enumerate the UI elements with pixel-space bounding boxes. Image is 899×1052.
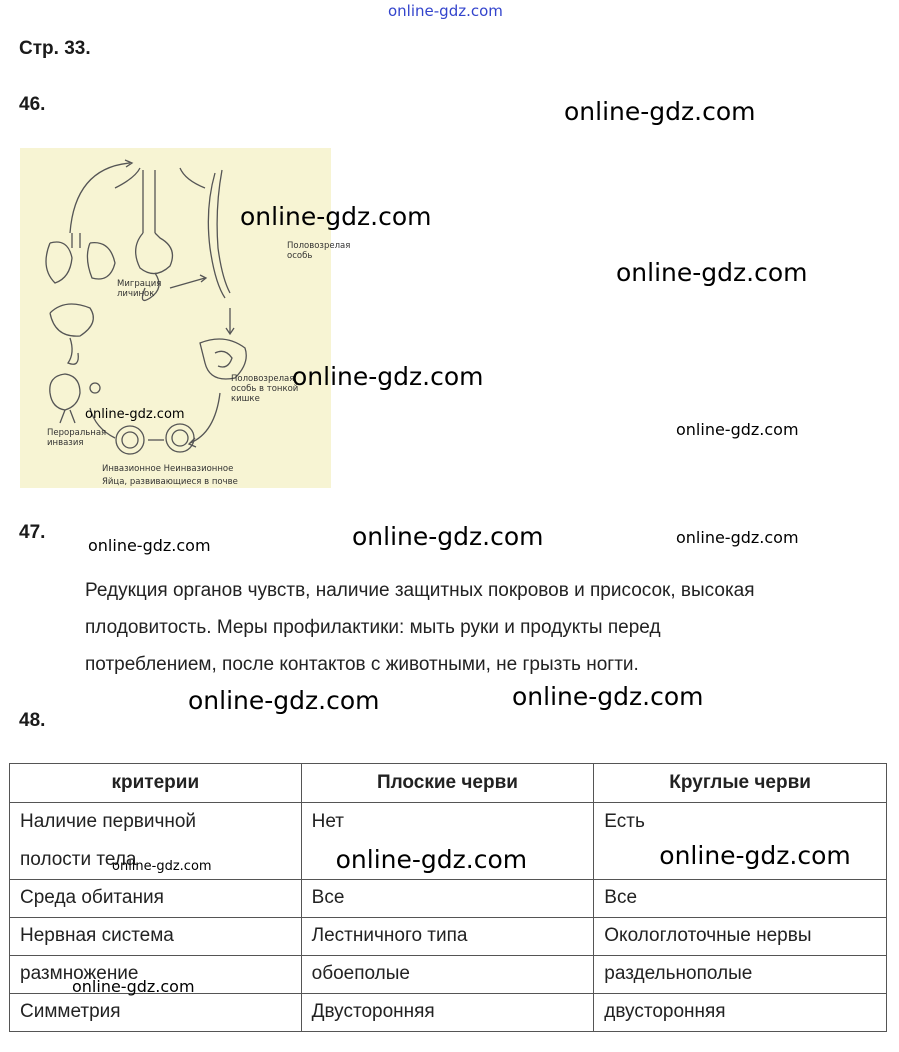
cell-text: Нет <box>311 811 344 832</box>
cell-text: размножение <box>20 963 139 984</box>
column-header: Круглые черви <box>594 764 887 803</box>
label-adult-2: особь <box>287 251 313 261</box>
column-header: Плоские черви <box>301 764 594 803</box>
label-oral-1: Пероральная <box>47 428 107 438</box>
watermark: online-gdz.com <box>240 202 432 231</box>
table-cell: Симметрия <box>10 994 302 1032</box>
watermark: online-gdz.com <box>676 528 799 547</box>
table-cell: Среда обитания <box>10 880 302 918</box>
table-cell <box>301 803 594 880</box>
label-oral-2: инвазия <box>47 438 84 448</box>
table-row <box>10 994 887 1032</box>
task-number-47: 47. <box>19 522 46 543</box>
comparison-table <box>9 763 887 1032</box>
table-row <box>10 956 887 994</box>
watermark: online-gdz.com <box>676 420 799 439</box>
watermark: online-gdz.com <box>85 407 185 422</box>
page-label: Стр. 33. <box>19 38 91 59</box>
label-adult-intestine-2: особь в тонкой <box>231 384 299 394</box>
watermark: online-gdz.com <box>292 362 484 391</box>
table-row <box>10 918 887 956</box>
watermark: online-gdz.com <box>188 686 380 715</box>
answer-47 <box>85 572 875 683</box>
label-eggs-1: Инвазионное Неинвазионное <box>102 464 234 474</box>
table-cell: обоеполые <box>301 956 594 994</box>
label-adult-intestine-3: кишке <box>231 394 260 404</box>
column-header: критерии <box>10 764 302 803</box>
table-cell: Все <box>301 880 594 918</box>
watermark: online-gdz.com <box>72 977 195 996</box>
answer-47-line-1: Редукция органов чувств, наличие защитных покровов и присосок, высокая <box>85 580 755 601</box>
table-cell: раздельнополые <box>594 956 887 994</box>
answer-47-line-3: потреблением, после контактов с животными, не грызть ногти. <box>85 654 639 675</box>
label-adult-intestine-1: Половозрелая <box>231 374 295 384</box>
table-cell: Лестничного типа <box>301 918 594 956</box>
watermark: online-gdz.com <box>352 522 544 551</box>
watermark: online-gdz.com <box>88 536 211 555</box>
watermark: online-gdz.com <box>335 845 528 874</box>
table-cell <box>10 803 302 880</box>
cell-text: Наличие первичной <box>20 811 197 832</box>
cell-text: Есть <box>604 811 645 832</box>
table-row <box>10 803 887 880</box>
site-header-link[interactable]: online-gdz.com <box>388 2 503 20</box>
answer-47-line-2: плодовитость. Меры профилактики: мыть руки и продукты перед <box>85 617 661 638</box>
label-migration-1: Миграция <box>117 279 162 289</box>
watermark: online-gdz.com <box>512 682 704 711</box>
table-cell: двусторонняя <box>594 994 887 1032</box>
label-adult-1: Половозрелая <box>287 241 351 251</box>
label-eggs-2: Яйца, развивающиеся в почве <box>102 477 238 487</box>
watermark: online-gdz.com <box>659 841 851 870</box>
task-number-48: 48. <box>19 710 46 731</box>
watermark: online-gdz.com <box>616 258 808 287</box>
watermark: online-gdz.com <box>112 859 212 874</box>
table-cell <box>10 956 302 994</box>
label-migration-2: личинок <box>117 289 155 299</box>
table-cell: Окологлоточные нервы <box>594 918 887 956</box>
watermark: online-gdz.com <box>564 97 756 126</box>
table-cell <box>594 803 887 880</box>
table-header-row <box>10 764 887 803</box>
table-cell: Все <box>594 880 887 918</box>
cell-text: полости тела <box>20 849 137 870</box>
table-cell: Нервная система <box>10 918 302 956</box>
table-row <box>10 880 887 918</box>
table-cell: Двусторонняя <box>301 994 594 1032</box>
task-number-46: 46. <box>19 94 46 115</box>
